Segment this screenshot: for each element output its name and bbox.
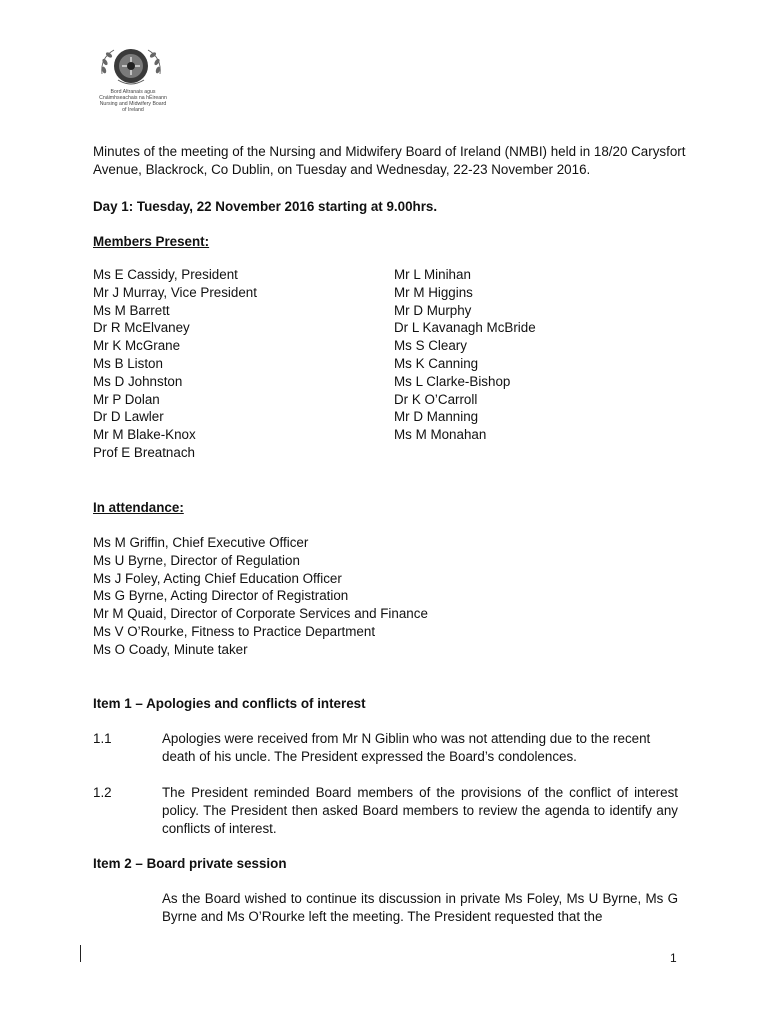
attendee: Ms M Griffin, Chief Executive Officer xyxy=(93,535,309,550)
intro-paragraph: Minutes of the meeting of the Nursing and Midwifery Board of Ireland (NMBI) held in 18/20 Carysfort Avenue, Blackrock, Co Dublin, on Tuesday and Wednesday, 22-23 November 2016. xyxy=(93,144,686,177)
attendee: Ms V O’Rourke, Fitness to Practice Department xyxy=(93,623,376,639)
item1-p1-number: 1.1 xyxy=(93,731,112,746)
member-name: Mr K McGrane xyxy=(93,338,181,354)
member-name: Ms B Liston xyxy=(93,355,163,371)
member-name: Ms L Clarke-Bishop xyxy=(394,373,511,389)
attendance-list xyxy=(93,534,428,659)
members-left-column xyxy=(93,266,257,462)
item2-text: As the Board wished to continue its discussion in private Ms Foley, Ms U Byrne, Ms G Byrne and Ms O’Rourke left the meeting. The President requested that the xyxy=(162,891,678,924)
logo-text: Bord Altranais agus Cnáimhseachais na hÉireann Nursing and Midwifery Board of Ireland xyxy=(99,89,167,113)
member-name: Mr D Murphy xyxy=(394,302,472,318)
member-name: Ms D Johnston xyxy=(93,373,183,389)
item1-p1-text: Apologies were received from Mr N Giblin who was not attending due to the recent death of his uncle. The President expressed the Board’s condolences. xyxy=(162,731,651,764)
page-number: 1 xyxy=(670,951,677,965)
attendee: Ms O Coady, Minute taker xyxy=(93,641,248,657)
members-heading: Members Present: xyxy=(93,234,210,249)
text-cursor xyxy=(80,945,81,962)
attendee: Ms U Byrne, Director of Regulation xyxy=(93,552,300,568)
member-name: Mr L Minihan xyxy=(394,267,471,282)
member-name: Ms K Canning xyxy=(394,355,479,371)
member-name: Prof E Breatnach xyxy=(93,444,195,460)
member-name: Mr P Dolan xyxy=(93,391,160,407)
member-name: Ms M Monahan xyxy=(394,427,487,443)
member-name: Ms S Cleary xyxy=(394,338,467,354)
attendance-heading: In attendance: xyxy=(93,500,184,515)
attendee: Mr M Quaid, Director of Corporate Services and Finance xyxy=(93,606,428,622)
item1-p2-number: 1.2 xyxy=(93,785,112,800)
member-name: Mr M Blake-Knox xyxy=(93,427,196,443)
member-name: Mr D Manning xyxy=(394,409,479,425)
member-name: Dr D Lawler xyxy=(93,409,164,425)
item1-heading: Item 1 – Apologies and conflicts of interest xyxy=(93,696,366,711)
member-name: Dr R McElvaney xyxy=(93,320,190,336)
item2-heading: Item 2 – Board private session xyxy=(93,856,287,871)
members-right-column xyxy=(394,266,536,444)
member-name: Ms M Barrett xyxy=(93,302,170,318)
item1-p2-text: The President reminded Board members of the provisions of the conflict of interest policy. The President then asked Board members to review the agenda to identify any conflicts of interest. xyxy=(162,785,678,836)
attendee: Ms J Foley, Acting Chief Education Officer xyxy=(93,570,342,586)
member-name: Mr M Higgins xyxy=(394,284,473,300)
member-name: Ms E Cassidy, President xyxy=(93,267,238,282)
day1-heading: Day 1: Tuesday, 22 November 2016 starting at 9.00hrs. xyxy=(93,199,438,214)
attendee: Ms G Byrne, Acting Director of Registration xyxy=(93,588,349,604)
member-name: Mr J Murray, Vice President xyxy=(93,284,257,300)
member-name: Dr L Kavanagh McBride xyxy=(394,320,536,336)
member-name: Dr K O’Carroll xyxy=(394,391,478,407)
